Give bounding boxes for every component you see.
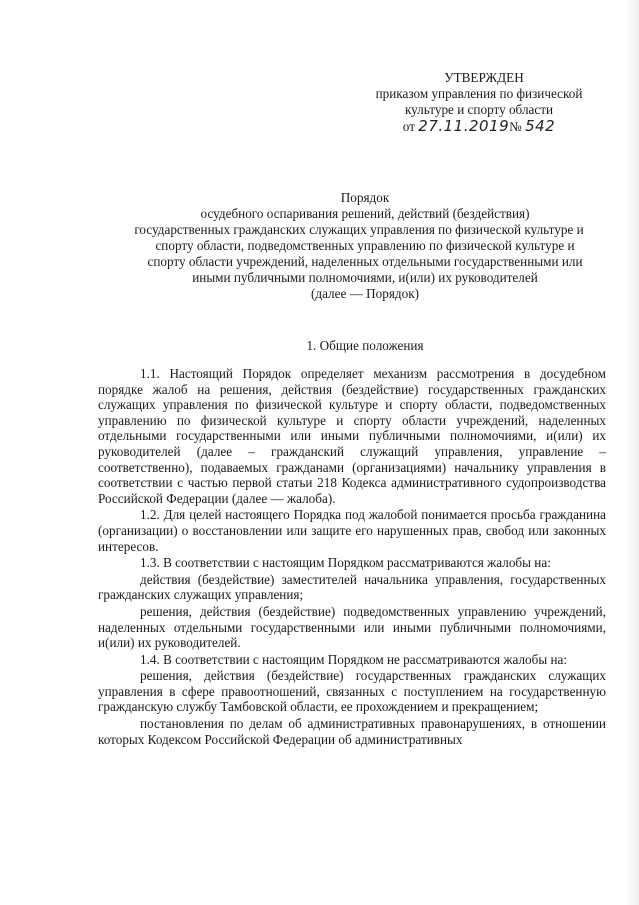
title-line-2: осудебного оспаривания решений, действий (бездействия) bbox=[200, 206, 530, 221]
title-line-6: иными публичными полномочиями, и(или) их руководителей bbox=[192, 270, 538, 285]
document-body bbox=[98, 366, 606, 747]
date-prefix: от bbox=[402, 119, 415, 134]
approval-heading: УТВЕРЖДЕН bbox=[444, 70, 524, 85]
title-line-3: государственных гражданских служащих управления по физической культуре и bbox=[134, 222, 584, 237]
paragraph-1-2: 1.2. Для целей настоящего Порядка под жалобой понимается просьба гражданина (организации) о восстановлении или защите его нарушенных прав, свобод или законных интересов. bbox=[98, 507, 606, 554]
title-line-5: спорту области учреждений, наделенных отдельными государственными или bbox=[147, 254, 583, 269]
paragraph-1-1: 1.1. Настоящий Порядок определяет механизм рассмотрения в досудебном порядке жалоб на решения, действия (бездействие) государственных гражданских служащих управления по физической культуре и спорту области, подведомственных управлению по физической культуре и спорту области учреждений, наделенных отдельными государственными или иными публичными полномочиями, и(или) их руководителей (далее – гражданский служащий управления, управление – соответственно), подаваемых гражданами (организациями) начальнику управления в соответствии с частью первой статьи 218 Кодекса административного судопроизводства Российской Федерации (далее — жалоба). bbox=[98, 366, 606, 506]
approval-date-row bbox=[364, 118, 594, 135]
title-line-4: спорту области, подведомственных управлению по физической культуре и bbox=[155, 238, 575, 253]
approval-line-2: культуре и спорту области bbox=[404, 102, 554, 117]
title-line-1: Порядок bbox=[340, 190, 390, 205]
handwritten-number: 542 bbox=[525, 117, 556, 135]
approval-line-1: приказом управления по физической bbox=[375, 86, 583, 101]
approval-stamp-block bbox=[364, 70, 594, 135]
paragraph-1-3: 1.3. В соответствии с настоящим Порядком рассматриваются жалобы на: bbox=[140, 555, 551, 571]
number-prefix: № bbox=[509, 119, 522, 134]
title-line-7: (далее — Порядок) bbox=[310, 286, 420, 301]
document-title-block bbox=[100, 190, 630, 302]
section-heading: 1. Общие положения bbox=[306, 338, 424, 353]
handwritten-date: 27.11.2019 bbox=[418, 117, 510, 135]
list-item-institutions: решения, действия (бездействие) подведомственных управлению учреждений, наделенных отдельными государственными или иными публичными полномочиями, и(или) их руководителей. bbox=[98, 603, 606, 651]
scan-edge-shadow bbox=[625, 0, 639, 905]
list-item-deputies: действия (бездействие) заместителей начальника управления, государственных гражданских служащих управления; bbox=[98, 571, 606, 603]
list-item-administrative: постановления по делам об административных правонарушениях, в отношении которых Кодексом Российской Федерации об административных bbox=[98, 716, 606, 747]
list-item-civil-service: решения, действия (бездействие) государственных гражданских служащих управления в сфере правоотношений, связанных с поступлением на государственную гражданскую службу Тамбовской области, ее прохождением и прекращением; bbox=[98, 668, 606, 715]
paragraph-1-4: 1.4. В соответствии с настоящим Порядком не рассматриваются жалобы на: bbox=[140, 651, 568, 667]
